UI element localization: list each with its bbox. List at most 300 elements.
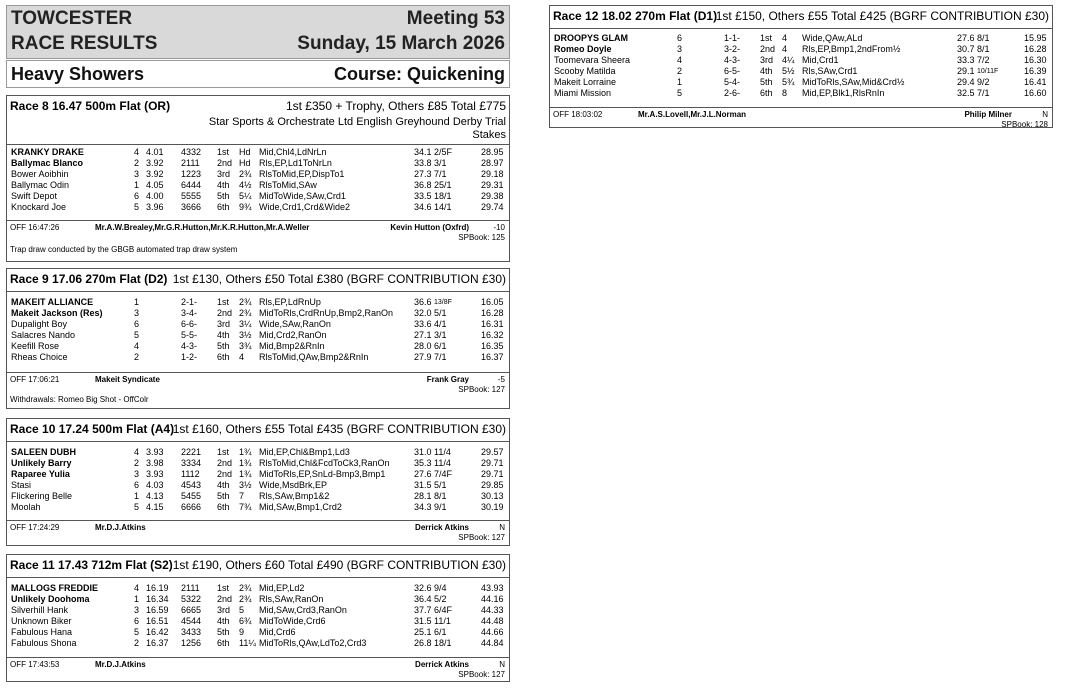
runner-row (7, 319, 511, 330)
race-title: Race 9 17.06 270m Flat (D2) (10, 272, 168, 286)
runner-pos: 5th (760, 77, 773, 87)
runner-btn: 3½ (239, 330, 252, 340)
race-off-time: OFF 17:24:29 (10, 523, 60, 532)
runner-btn: 1¾ (239, 469, 252, 479)
runner-sp: 9/4 (434, 583, 447, 593)
runner-sp: 3/1 (434, 330, 447, 340)
runner-pos: 4th (760, 66, 773, 76)
runner-name: Fabulous Hana (11, 627, 73, 637)
runner-time: 30.13 (481, 491, 504, 501)
runner-wt: 35.3 (414, 458, 432, 468)
runner-name: Ballymac Odin (11, 180, 70, 190)
runner-bends: 3-4- (181, 308, 198, 318)
runner-wt: 33.5 (414, 191, 432, 201)
runner-name: Fabulous Shona (11, 638, 77, 648)
runner-bends: 1-2- (181, 352, 198, 362)
runner-sp: 10/11F (977, 68, 999, 75)
runner-row (7, 616, 511, 627)
race-card (6, 95, 510, 262)
runner-pos: 5th (217, 341, 230, 351)
runner-bends: 4332 (181, 147, 202, 157)
runner-bends: 1-1- (724, 33, 741, 43)
runner-btn: 3¾ (239, 341, 252, 351)
runner-row (7, 180, 511, 191)
race-footer (7, 372, 509, 411)
runner-time: 15.95 (1024, 33, 1047, 43)
race-title: Race 10 17.24 500m Flat (A4) (10, 422, 175, 436)
runner-pos: 4th (217, 480, 230, 490)
runner-sp: 5/1 (434, 308, 447, 318)
runner-pos: 5th (217, 627, 230, 637)
runner-sect: 4.05 (146, 180, 164, 190)
runner-trap: 3 (134, 169, 140, 179)
runner-sp: 11/4 (434, 447, 451, 457)
runner-comment: Wide,SAw,RanOn (259, 319, 331, 329)
runner-row (7, 638, 511, 649)
runner-comment: Wide,QAw,ALd (802, 33, 863, 43)
runner-sect: 4.03 (146, 480, 164, 490)
runner-bends: 2-1- (181, 297, 198, 307)
runner-row (7, 605, 511, 616)
runner-trap: 1 (677, 77, 683, 87)
runner-pos: 5th (217, 191, 230, 201)
runner-sect: 3.93 (146, 469, 164, 479)
runner-row (7, 480, 511, 491)
runner-bends: 5-4- (724, 77, 741, 87)
runner-wt: 36.6 (414, 297, 432, 307)
runner-name: Flickering Belle (11, 491, 73, 501)
runner-sp: 7/1 (434, 169, 447, 179)
runner-pos: 6th (760, 88, 773, 98)
runner-time: 16.30 (1024, 55, 1047, 65)
runner-sp: 7/1 (977, 88, 990, 98)
runner-time: 16.28 (481, 308, 504, 318)
runner-comment: MidToWide,SAw,Crd1 (259, 191, 346, 201)
runner-btn: 1¾ (239, 458, 252, 468)
runner-bends: 3334 (181, 458, 202, 468)
runner-sp: 8/1 (434, 491, 447, 501)
runner-btn: 4¼ (782, 55, 795, 65)
runner-pos: 2nd (760, 44, 776, 54)
runner-sect: 4.01 (146, 147, 164, 157)
runner-trap: 3 (134, 469, 140, 479)
runner-bends: 4544 (181, 616, 202, 626)
runner-time: 29.71 (481, 458, 504, 468)
runner-time: 29.74 (481, 202, 504, 212)
runner-row (7, 502, 511, 513)
runner-row (7, 147, 511, 158)
runner-trap: 5 (134, 202, 140, 212)
runner-comment: Mid,EP,Blk1,RlsRnIn (802, 88, 885, 98)
runner-wt: 27.6 (957, 33, 975, 43)
runner-btn: 2¾ (239, 169, 252, 179)
race-prize: 1st £190, Others £60 Total £490 (BGRF CONTRIBUTION £30) (172, 558, 506, 572)
runner-pos: 6th (217, 638, 230, 648)
runner-comment: MidToRls,SAw,Mid&Crd½ (802, 77, 905, 87)
runner-row (7, 158, 511, 169)
runner-sect: 3.98 (146, 458, 164, 468)
race-owner: Mr.A.W.Brealey,Mr.G.R.Hutton,Mr.K.R.Hutton,Mr.A.Weller (95, 223, 310, 232)
race-card (6, 268, 510, 409)
runner-btn: 9 (239, 627, 245, 637)
runner-row (550, 88, 1054, 99)
runner-sect: 4.00 (146, 191, 164, 201)
runner-time: 44.84 (481, 638, 504, 648)
race-off-time: OFF 17:06:21 (10, 375, 60, 384)
runner-btn: 4 (782, 44, 788, 54)
runner-time: 16.05 (481, 297, 504, 307)
runner-trap: 1 (134, 491, 140, 501)
runner-btn: 4 (239, 352, 245, 362)
meeting-date: Sunday, 15 March 2026 (297, 33, 505, 54)
runner-trap: 2 (134, 458, 140, 468)
race-adjustment: N (499, 660, 505, 669)
race-owner: Makeit Syndicate (95, 375, 160, 384)
runner-sect: 16.19 (146, 583, 169, 593)
runner-wt: 32.6 (414, 583, 432, 593)
runner-trap: 4 (134, 341, 140, 351)
runner-sp: 11/1 (434, 616, 451, 626)
race-card (549, 5, 1053, 128)
runner-wt: 33.8 (414, 158, 432, 168)
runner-name: Makeit Jackson (Res) (11, 308, 103, 318)
runner-wt: 27.9 (414, 352, 432, 362)
meeting-header (6, 5, 510, 59)
runner-bends: 4-3- (181, 341, 198, 351)
runner-btn: 7¾ (239, 502, 252, 512)
runner-pos: 6th (217, 352, 230, 362)
runner-bends: 2221 (181, 447, 202, 457)
runner-time: 16.31 (481, 319, 504, 329)
race-note: Withdrawals: Romeo Big Shot - OffColr (10, 395, 149, 404)
race-off-time: OFF 16:47:26 (10, 223, 60, 232)
runner-name: DROOPYS GLAM (554, 33, 629, 43)
runner-comment: Mid,SAw,Bmp1,Crd2 (259, 502, 342, 512)
runner-bends: 4543 (181, 480, 202, 490)
runner-trap: 6 (134, 191, 140, 201)
race-spbook: SPBook: 127 (458, 533, 505, 542)
runner-row (550, 33, 1054, 44)
runner-name: Romeo Doyle (554, 44, 612, 54)
race-title: Race 12 18.02 270m Flat (D1) (553, 9, 718, 23)
runner-comment: Mid,Crd6 (259, 627, 296, 637)
runner-comment: Rls,EP,Ld1ToNrLn (259, 158, 332, 168)
runner-wt: 31.5 (414, 480, 432, 490)
runner-pos: 1st (217, 297, 230, 307)
runner-trap: 3 (134, 308, 140, 318)
runner-trap: 4 (134, 447, 140, 457)
race-title: Race 11 17.43 712m Flat (S2) (10, 558, 173, 572)
runner-row (7, 352, 511, 363)
runner-wt: 37.7 (414, 605, 432, 615)
runner-pos: 2nd (217, 158, 233, 168)
runner-bends: 5555 (181, 191, 202, 201)
runner-sp: 7/4F (434, 469, 453, 479)
runner-btn: 4½ (239, 180, 252, 190)
runner-sp: 6/1 (434, 341, 447, 351)
race-spbook: SPBook: 127 (458, 385, 505, 394)
runner-bends: 6666 (181, 502, 202, 512)
race-sponsor: Star Sports & Orchestrate Ltd English Greyhound Derby Trial Stakes (208, 116, 506, 141)
race-adjustment: N (499, 523, 505, 532)
runner-comment: Wide,Crd1,Crd&Wide2 (259, 202, 351, 212)
runner-name: MAKEIT ALLIANCE (11, 297, 94, 307)
race-trainer: Kevin Hutton (Oxfrd) (390, 223, 469, 232)
runner-name: Moolah (11, 502, 41, 512)
runner-time: 16.37 (481, 352, 504, 362)
runner-sp: 9/1 (434, 502, 447, 512)
runner-pos: 2nd (217, 458, 233, 468)
runner-time: 16.39 (1024, 66, 1047, 76)
runner-trap: 5 (134, 502, 140, 512)
runner-wt: 29.4 (957, 77, 975, 87)
runner-wt: 34.3 (414, 502, 432, 512)
runner-wt: 34.1 (414, 147, 432, 157)
runner-btn: 6¾ (239, 616, 252, 626)
runner-btn: 5 (239, 605, 245, 615)
runner-time: 29.18 (481, 169, 504, 179)
race-footer (7, 220, 509, 264)
runner-comment: Rls,SAw,Bmp1&2 (259, 491, 330, 501)
race-note: Trap draw conducted by the GBGB automated trap draw system (10, 245, 238, 254)
runner-name: KRANKY DRAKE (11, 147, 84, 157)
runner-pos: 5th (217, 491, 230, 501)
runner-name: Unknown Biker (11, 616, 72, 626)
runner-sect: 16.59 (146, 605, 169, 615)
course-description: Course: Quickening (333, 64, 505, 84)
runner-btn: Hd (239, 158, 251, 168)
going-description: Heavy Showers (11, 64, 145, 84)
runner-name: Toomevara Sheera (554, 55, 631, 65)
runner-btn: 8 (782, 88, 788, 98)
runner-comment: MidToWide,Crd6 (259, 616, 326, 626)
runner-wt: 36.8 (414, 180, 432, 190)
runner-sp: 25/1 (434, 180, 452, 190)
runner-name: Unlikely Barry (11, 458, 72, 468)
runner-row (550, 66, 1054, 77)
runner-bends: 2-6- (724, 88, 741, 98)
runner-bends: 4-3- (724, 55, 741, 65)
runner-trap: 4 (134, 147, 140, 157)
runner-trap: 5 (677, 88, 683, 98)
race-adjustment: N (1042, 110, 1048, 119)
runner-comment: Mid,Chl4,LdNrLn (259, 147, 327, 157)
runner-btn: 11¼ (239, 638, 256, 648)
runner-btn: 3¼ (239, 319, 252, 329)
race-owner: Mr.A.S.Lovell,Mr.J.L.Norman (638, 110, 747, 119)
meeting-number: Meeting 53 (406, 8, 505, 29)
runner-bends: 6444 (181, 180, 202, 190)
runner-bends: 1256 (181, 638, 202, 648)
runner-sect: 3.92 (146, 158, 164, 168)
runner-bends: 1223 (181, 169, 202, 179)
race-owner: Mr.D.J.Atkins (95, 660, 146, 669)
runner-row (7, 191, 511, 202)
runner-name: SALEEN DUBH (11, 447, 77, 457)
runner-row (550, 77, 1054, 88)
runner-name: Stasi (11, 480, 32, 490)
runner-wt: 27.6 (414, 469, 432, 479)
race-header (550, 6, 1052, 29)
runner-trap: 6 (134, 319, 140, 329)
runner-wt: 29.1 (957, 66, 975, 76)
runner-trap: 5 (134, 627, 140, 637)
runner-comment: Mid,EP,Ld2 (259, 583, 305, 593)
race-off-time: OFF 17:43:53 (10, 660, 60, 669)
runner-row (7, 491, 511, 502)
runner-comment: MidToRls,EP,SnLd-Bmp3,Bmp1 (259, 469, 386, 479)
runner-pos: 4th (217, 330, 230, 340)
runner-time: 16.41 (1024, 77, 1047, 87)
runner-pos: 2nd (217, 594, 233, 604)
race-header (7, 269, 509, 292)
runner-trap: 4 (677, 55, 683, 65)
going-bar (6, 60, 510, 88)
runner-btn: 2¾ (239, 594, 252, 604)
runner-sect: 3.92 (146, 169, 164, 179)
runner-row (7, 330, 511, 341)
runner-time: 29.38 (481, 191, 504, 201)
runner-time: 29.57 (481, 447, 504, 457)
runner-pos: 1st (217, 583, 230, 593)
runner-row (7, 469, 511, 480)
runner-trap: 1 (134, 594, 140, 604)
runner-wt: 33.6 (414, 319, 432, 329)
runner-trap: 4 (134, 583, 140, 593)
runner-time: 16.60 (1024, 88, 1047, 98)
runner-wt: 36.4 (414, 594, 432, 604)
runner-name: Makeit Lorraine (554, 77, 617, 87)
runner-time: 44.16 (481, 594, 504, 604)
runner-wt: 28.1 (414, 491, 432, 501)
race-header (7, 96, 509, 145)
runner-btn: 3½ (239, 480, 252, 490)
race-card (6, 418, 510, 546)
runner-time: 28.97 (481, 158, 504, 168)
runner-btn: 5¼ (239, 191, 252, 201)
runner-wt: 25.1 (414, 627, 432, 637)
runner-trap: 2 (134, 352, 140, 362)
runner-name: Keefill Rose (11, 341, 60, 351)
runner-row (7, 583, 511, 594)
race-spbook: SPBook: 127 (458, 670, 505, 679)
runner-pos: 4th (217, 616, 230, 626)
runner-sp: 7/2 (977, 55, 990, 65)
runner-sect: 16.42 (146, 627, 169, 637)
runner-btn: 9¾ (239, 202, 252, 212)
runner-pos: 3rd (217, 169, 231, 179)
runner-pos: 4th (217, 180, 230, 190)
runner-row (7, 458, 511, 469)
runner-sp: 5/1 (434, 480, 447, 490)
runner-sp: 6/4F (434, 605, 453, 615)
runner-bends: 5-5- (181, 330, 198, 340)
runner-comment: Rls,SAw,Crd1 (802, 66, 858, 76)
runner-sp: 2/5F (434, 147, 453, 157)
race-card (6, 554, 510, 682)
runner-sp: 5/2 (434, 594, 447, 604)
runner-trap: 1 (134, 297, 140, 307)
runner-btn: 7 (239, 491, 245, 501)
runner-comment: RlsToMid,EP,DispTo1 (259, 169, 345, 179)
results-subtitle: RACE RESULTS (11, 33, 158, 54)
runner-trap: 6 (134, 480, 140, 490)
runner-comment: MidToRls,QAw,LdTo2,Crd3 (259, 638, 367, 648)
runner-bends: 6665 (181, 605, 202, 615)
runner-bends: 6-5- (724, 66, 741, 76)
runner-time: 16.32 (481, 330, 504, 340)
race-footer (550, 107, 1052, 130)
runner-sp: 4/1 (434, 319, 447, 329)
runner-sect: 4.13 (146, 491, 164, 501)
runner-sp: 13/8F (434, 299, 452, 306)
runner-sect: 3.96 (146, 202, 164, 212)
runner-wt: 34.6 (414, 202, 432, 212)
runner-btn: 5½ (782, 66, 795, 76)
runner-trap: 3 (677, 44, 683, 54)
runner-time: 44.66 (481, 627, 504, 637)
runner-trap: 2 (677, 66, 683, 76)
runner-btn: 2¾ (239, 308, 252, 318)
runner-row (7, 627, 511, 638)
runner-name: MALLOGS FREDDIE (11, 583, 98, 593)
race-spbook: SPBook: 128 (1001, 120, 1048, 129)
runner-row (550, 55, 1054, 66)
runner-pos: 2nd (217, 469, 233, 479)
runner-name: Rheas Choice (11, 352, 68, 362)
runner-comment: MidToRls,CrdRnUp,Bmp2,RanOn (259, 308, 394, 318)
runner-sect: 4.15 (146, 502, 164, 512)
runner-row (7, 341, 511, 352)
runner-pos: 3rd (217, 319, 231, 329)
runner-pos: 1st (217, 147, 230, 157)
race-prize: 1st £130, Others £50 Total £380 (BGRF CONTRIBUTION £30) (172, 272, 506, 286)
runner-bends: 2111 (181, 583, 200, 593)
runner-trap: 5 (134, 330, 140, 340)
race-trainer: Philip Milner (964, 110, 1012, 119)
runner-btn: 1¾ (239, 447, 252, 457)
runner-time: 16.28 (1024, 44, 1047, 54)
runner-comment: Mid,Crd2,RanOn (259, 330, 327, 340)
runner-time: 43.93 (481, 583, 504, 593)
runner-wt: 27.3 (414, 169, 432, 179)
runner-time: 44.33 (481, 605, 504, 615)
runner-comment: Mid,Crd1 (802, 55, 839, 65)
runner-pos: 3rd (217, 605, 231, 615)
runner-bends: 2111 (181, 158, 200, 168)
runner-comment: RlsToMid,SAw (259, 180, 317, 190)
runner-name: Raparee Yulia (11, 469, 70, 479)
runner-sp: 9/2 (977, 77, 990, 87)
runner-trap: 3 (134, 605, 140, 615)
runner-wt: 32.5 (957, 88, 975, 98)
runner-sp: 6/1 (434, 627, 447, 637)
runner-comment: Rls,EP,LdRnUp (259, 297, 321, 307)
runner-wt: 31.5 (414, 616, 432, 626)
runner-btn: Hd (239, 147, 251, 157)
runner-trap: 2 (134, 638, 140, 648)
race-trainer: Derrick Atkins (415, 523, 469, 532)
runner-time: 30.19 (481, 502, 504, 512)
runner-trap: 6 (677, 33, 683, 43)
runner-name: Bower Aoibhin (11, 169, 69, 179)
runner-sp: 18/1 (434, 638, 452, 648)
runner-name: Miami Mission (554, 88, 612, 98)
race-prize: 1st £150, Others £55 Total £425 (BGRF CONTRIBUTION £30) (715, 9, 1049, 23)
runner-sect: 16.51 (146, 616, 169, 626)
runner-bends: 3666 (181, 202, 202, 212)
runner-wt: 30.7 (957, 44, 975, 54)
